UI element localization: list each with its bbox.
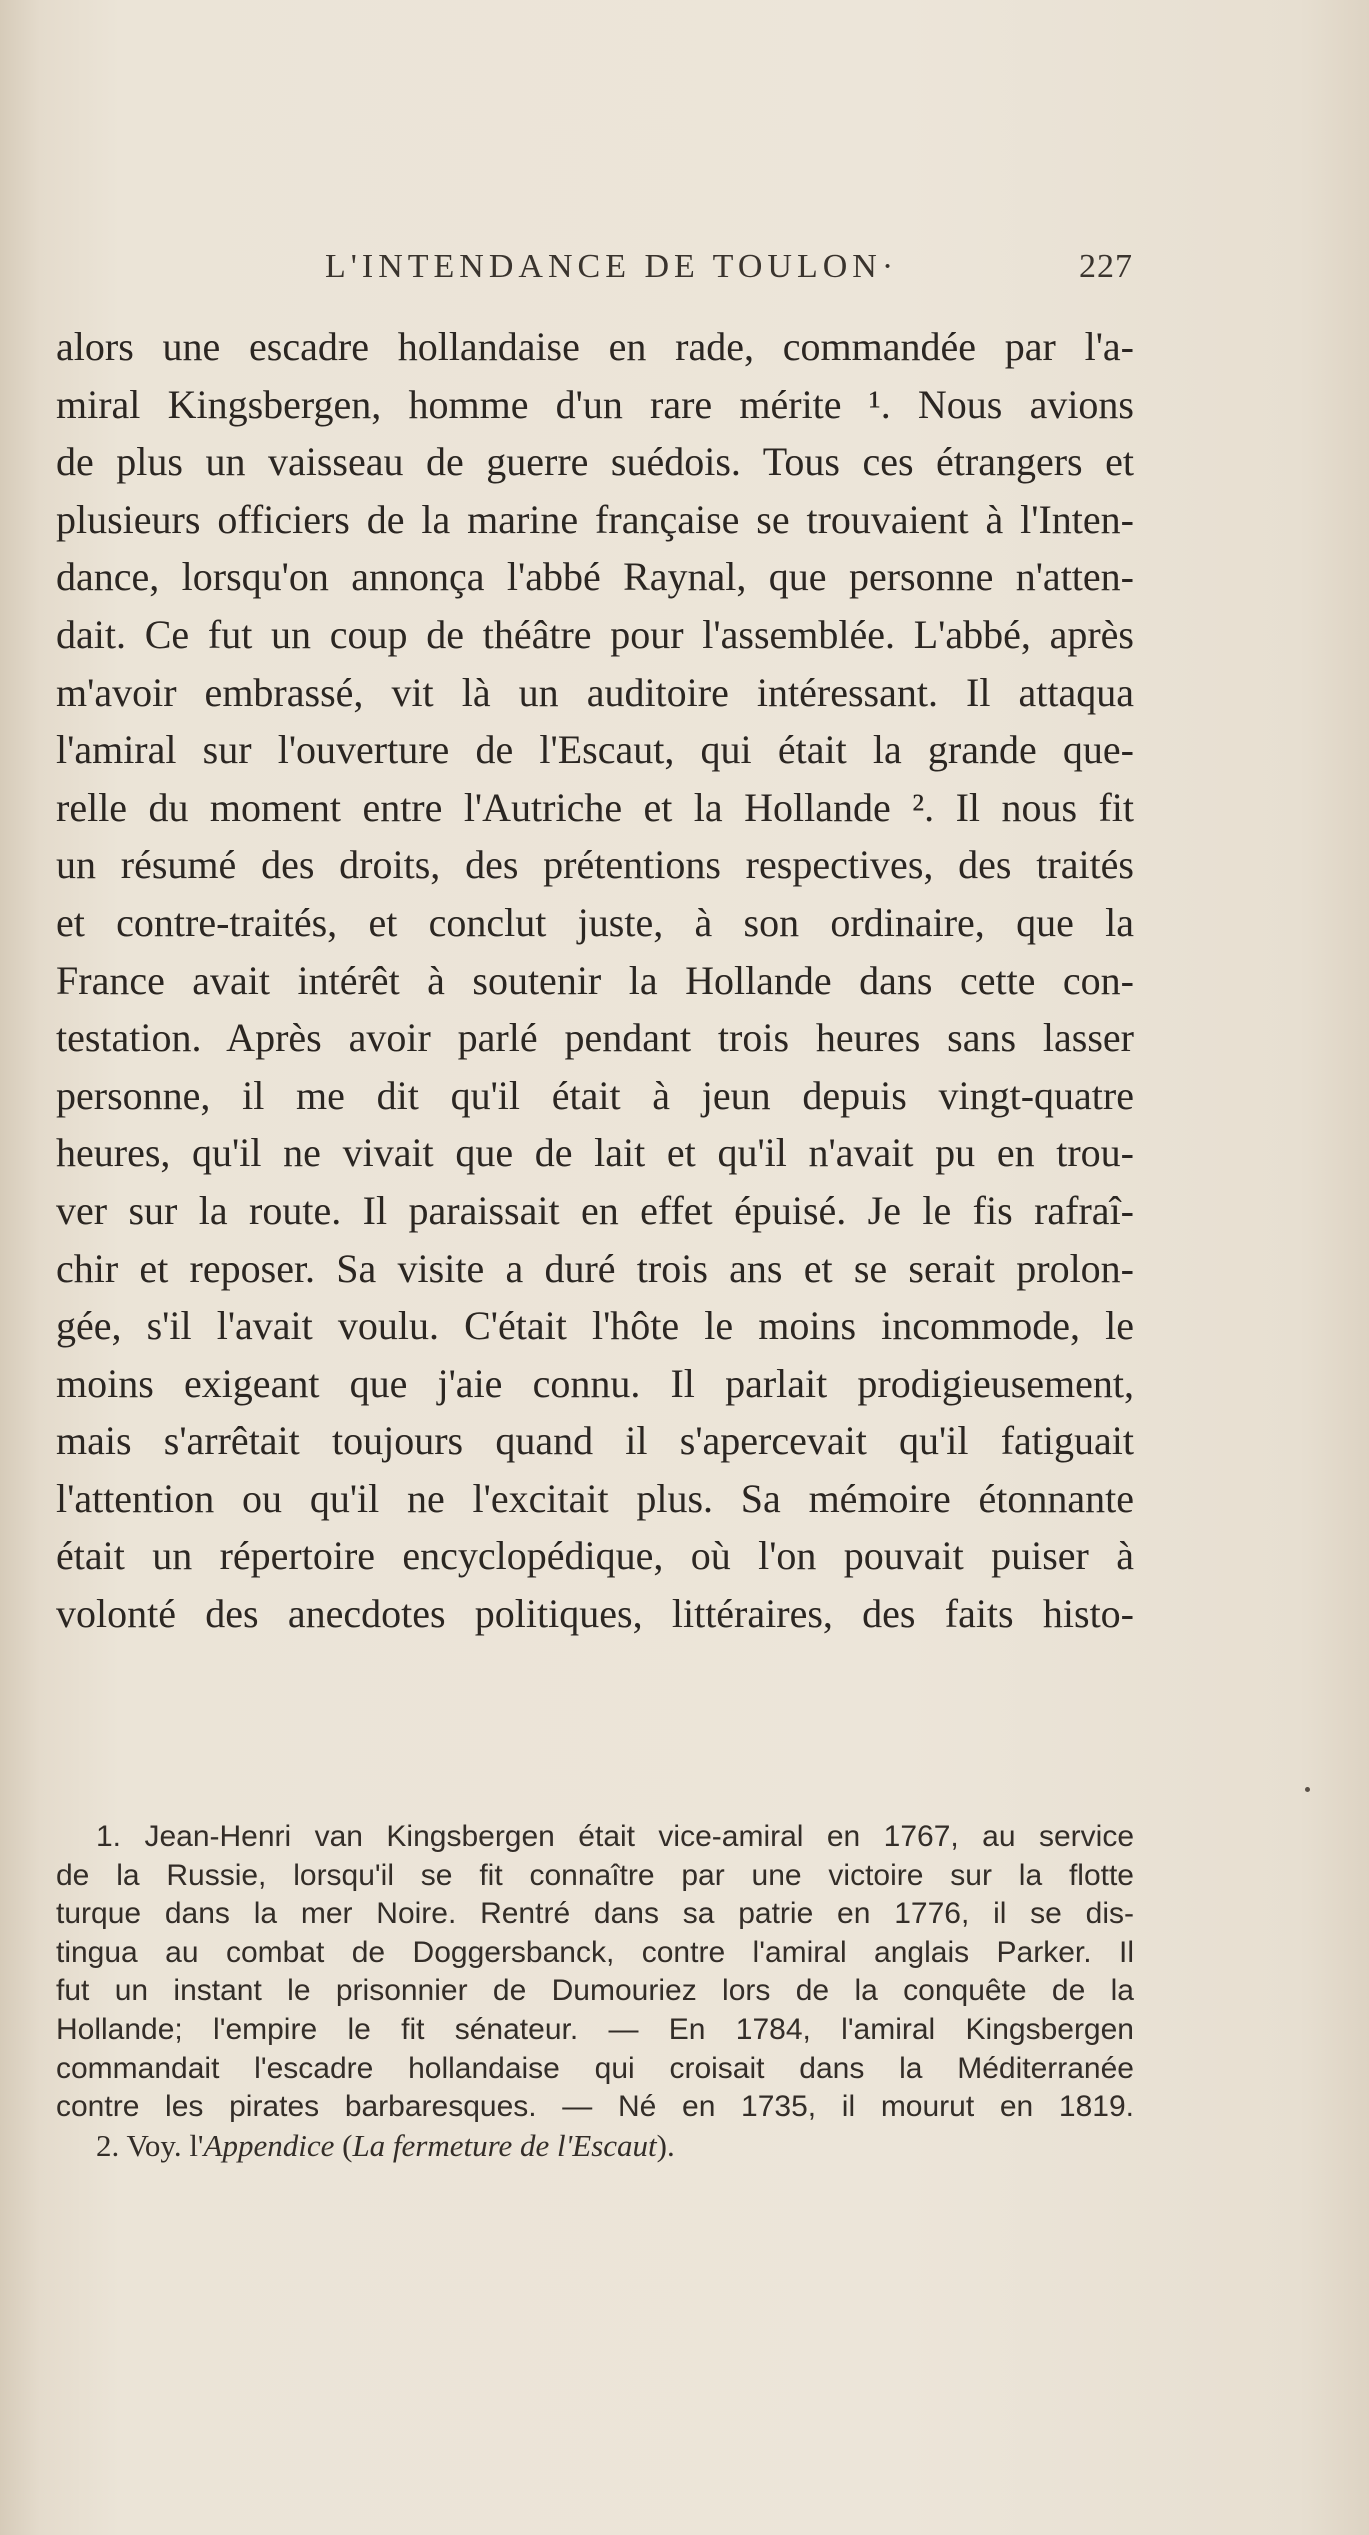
footnote-line: turque dans la mer Noire. Rentré dans sa patrie en 1776, il se dis- xyxy=(56,1897,1134,1931)
body-line: et contre-traités, et conclut juste, à son ordinaire, que la xyxy=(56,899,1134,945)
body-line: mais s'arrêtait toujours quand il s'apercevait qu'il fatiguait xyxy=(56,1418,1134,1464)
body-line: dance, lorsqu'on annonça l'abbé Raynal, que personne n'atten- xyxy=(56,554,1134,600)
running-head xyxy=(325,248,1133,288)
footnote-line: fut un instant le prisonnier de Dumouriez lors de la conquête de la xyxy=(56,1974,1134,2008)
body-line: heures, qu'il ne vivait que de lait et qu'il n'avait pu en trou- xyxy=(56,1130,1134,1176)
body-line: dait. Ce fut un coup de théâtre pour l'assemblée. L'abbé, après xyxy=(56,611,1134,657)
footnote-2-appendix: Appendice xyxy=(203,2127,335,2163)
body-text xyxy=(56,318,1134,1643)
body-line: testation. Après avoir parlé pendant trois heures sans lasser xyxy=(56,1015,1134,1061)
body-line: France avait intérêt à soutenir la Hollande dans cette con- xyxy=(56,957,1134,1003)
body-line: m'avoir embrassé, vit là un auditoire intéressant. Il attaqua xyxy=(56,669,1134,715)
footnote-2 xyxy=(56,2127,1134,2166)
body-line: miral Kingsbergen, homme d'un rare mérite ¹. Nous avions xyxy=(56,381,1134,427)
body-line: relle du moment entre l'Autriche et la Hollande ². Il nous fit xyxy=(56,784,1134,830)
footnote-2-middle: ( xyxy=(334,2127,353,2163)
footnote-line: commandait l'escadre hollandaise qui croisait dans la Méditerranée xyxy=(56,2051,1134,2085)
body-line: ver sur la route. Il paraissait en effet épuisé. Je le fis rafraî- xyxy=(56,1187,1134,1233)
footnotes xyxy=(56,1818,1134,2165)
footnote-2-title: La fermeture de l'Escaut xyxy=(352,2127,657,2163)
body-line: l'attention ou qu'il ne l'excitait plus. Sa mémoire étonnante xyxy=(56,1475,1134,1521)
body-line: plusieurs officiers de la marine française se trouvaient à l'Inten- xyxy=(56,496,1134,542)
footnote-2-prefix: 2. Voy. l' xyxy=(96,2127,204,2163)
running-head-title: L'INTENDANCE DE TOULON· xyxy=(325,248,899,285)
body-line: volonté des anecdotes politiques, littéraires, des faits histo- xyxy=(56,1591,1134,1637)
footnote-line: Hollande; l'empire le fit sénateur. — En 1784, l'amiral Kingsbergen xyxy=(56,2012,1134,2046)
footnote-line: de la Russie, lorsqu'il se fit connaître par une victoire sur la flotte xyxy=(56,1858,1134,1892)
paper-speck xyxy=(1305,1787,1310,1792)
body-line: alors une escadre hollandaise en rade, commandée par l'a- xyxy=(56,324,1134,369)
footnote-line: tingua au combat de Doggersbanck, contre l'amiral anglais Parker. Il xyxy=(56,1935,1134,1969)
footnote-line: contre les pirates barbaresques. — Né en 1735, il mourut en 1819. xyxy=(56,2090,1134,2124)
body-line: était un répertoire encyclopédique, où l'on pouvait puiser à xyxy=(56,1533,1134,1579)
body-line: chir et reposer. Sa visite a duré trois ans et se serait prolon- xyxy=(56,1245,1134,1291)
footnote-2-suffix: ). xyxy=(656,2127,675,2163)
page-number: 227 xyxy=(1079,248,1133,285)
body-line: personne, il me dit qu'il était à jeun depuis vingt-quatre xyxy=(56,1072,1134,1118)
footnote-line: 1. Jean-Henri van Kingsbergen était vice-amiral en 1767, au service xyxy=(96,1820,1134,1853)
body-line: gée, s'il l'avait voulu. C'était l'hôte le moins incommode, le xyxy=(56,1303,1134,1349)
body-line: l'amiral sur l'ouverture de l'Escaut, qui était la grande que- xyxy=(56,727,1134,773)
body-line: de plus un vaisseau de guerre suédois. Tous ces étrangers et xyxy=(56,439,1134,485)
body-line: un résumé des droits, des prétentions respectives, des traités xyxy=(56,842,1134,888)
body-line: moins exigeant que j'aie connu. Il parlait prodigieusement, xyxy=(56,1360,1134,1406)
